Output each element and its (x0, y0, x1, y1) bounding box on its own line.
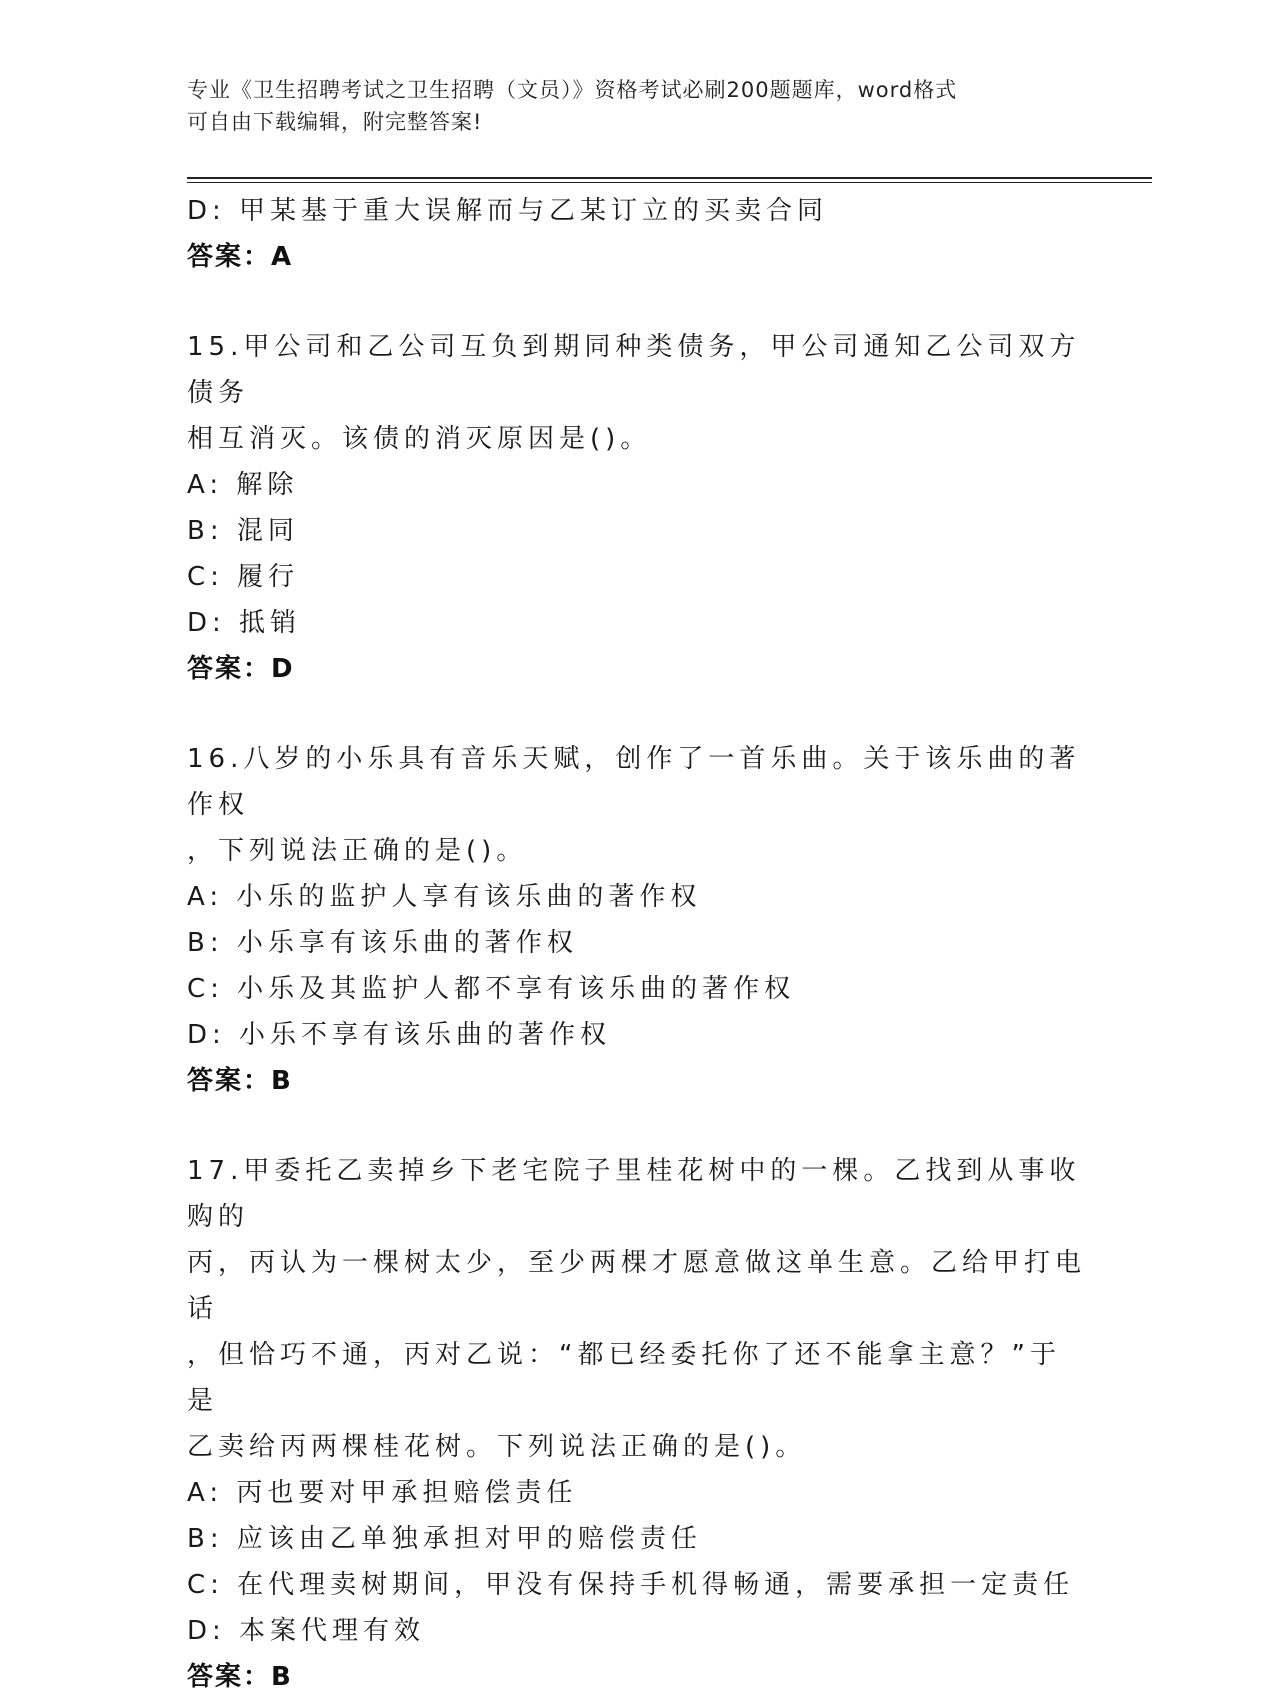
answer-line: 答案：D (187, 654, 295, 684)
answer-line: 答案：A (187, 242, 294, 272)
spacer (187, 280, 1087, 324)
option-d: D: 小乐不享有该乐曲的著作权 (187, 1020, 612, 1050)
stem-line: 16.八岁的小乐具有音乐天赋，创作了一首乐曲。关于该乐曲的著作权 (187, 744, 1081, 820)
stem-line: 乙卖给丙两棵桂花树。下列说法正确的是()。 (187, 1432, 807, 1462)
question-stem (187, 1148, 1087, 1470)
stem-line: 相互消灭。该债的消灭原因是()。 (187, 424, 652, 454)
question-fragment (187, 188, 1087, 280)
question-content (187, 188, 1087, 1700)
option-b: B: 应该由乙单独承担对甲的赔偿责任 (187, 1524, 702, 1554)
stem-line: ，但恰巧不通，丙对乙说：“都已经委托你了还不能拿主意？”于是 (187, 1340, 1061, 1416)
option-b: B: 混同 (187, 516, 299, 546)
document-header (187, 74, 1067, 138)
option-a: A: 解除 (187, 470, 299, 500)
header-title-line-2: 可自由下载编辑，附完整答案! (187, 110, 483, 134)
header-title-line-1: 专业《卫生招聘考试之卫生招聘（文员）》资格考试必刷200题题库，word格式 (187, 78, 958, 102)
question-15 (187, 324, 1087, 692)
option-d: D: 本案代理有效 (187, 1616, 426, 1646)
answer-line: 答案：B (187, 1066, 293, 1096)
option-c: C: 小乐及其监护人都不享有该乐曲的著作权 (187, 974, 796, 1004)
stem-line: 15.甲公司和乙公司互负到期同种类债务，甲公司通知乙公司双方债务 (187, 332, 1081, 408)
spacer (187, 1104, 1087, 1148)
stem-line: 17.甲委托乙卖掉乡下老宅院子里桂花树中的一棵。乙找到从事收购的 (187, 1156, 1081, 1232)
option-d: D: 抵销 (187, 608, 302, 638)
question-16 (187, 736, 1087, 1104)
question-stem (187, 736, 1087, 874)
stem-line: ，下列说法正确的是()。 (187, 836, 528, 866)
option-a: A: 小乐的监护人享有该乐曲的著作权 (187, 882, 702, 912)
stem-line: 丙，丙认为一棵树太少，至少两棵才愿意做这单生意。乙给甲打电话 (187, 1248, 1087, 1324)
option-c: C: 在代理卖树期间，甲没有保持手机得畅通，需要承担一定责任 (187, 1570, 1075, 1600)
question-stem (187, 324, 1087, 462)
option-b: B: 小乐享有该乐曲的著作权 (187, 928, 578, 958)
spacer (187, 692, 1087, 736)
answer-line: 答案：B (187, 1662, 293, 1692)
option-d: D: 甲某基于重大误解而与乙某订立的买卖合同 (187, 196, 829, 226)
option-a: A: 丙也要对甲承担赔偿责任 (187, 1478, 578, 1508)
question-17 (187, 1148, 1087, 1700)
option-c: C: 履行 (187, 562, 300, 592)
header-divider-thick (187, 177, 1152, 179)
header-divider-thin (187, 182, 1152, 183)
